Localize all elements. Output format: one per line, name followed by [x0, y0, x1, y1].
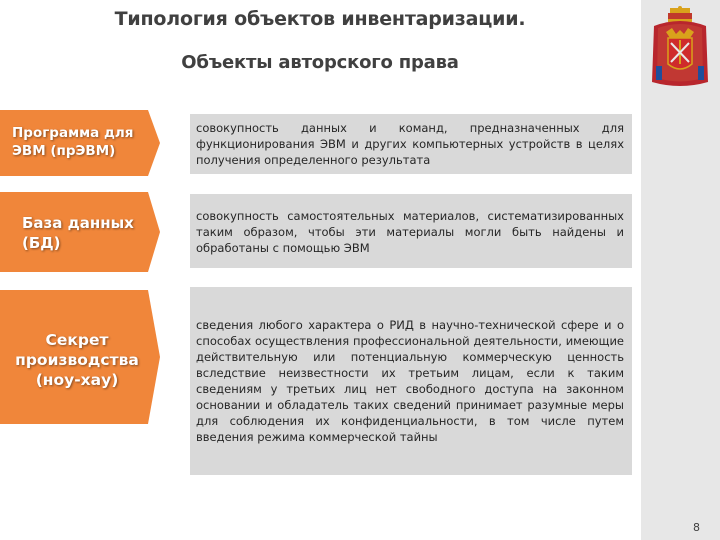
page-number: 8 [693, 521, 700, 534]
item-label-database: База данных (БД) [22, 214, 134, 252]
slide-title: Типология объектов инвентаризации. [114, 8, 526, 30]
slide-header [0, 0, 640, 92]
saint-petersburg-coat-of-arms-icon [648, 6, 712, 90]
description-text-database: совокупность самостоятельных материалов, систематизированных таким образом, чтобы эти материалы могли быть найдены и обработаны с помощью ЭВМ [196, 209, 624, 255]
item-label-know-how: Секрет производства (ноу-хау) [15, 331, 139, 390]
description-text-program: совокупность данных и команд, предназначенных для функционирования ЭВМ и других компьютерных устройств в целях получения определенного результата [196, 121, 624, 167]
item-label-program: Программа для ЭВМ (прЭВМ) [12, 125, 134, 159]
description-panel-program [190, 114, 632, 174]
description-panel-know-how [190, 287, 632, 475]
slide-subtitle: Объекты авторского права [181, 52, 459, 73]
description-text-know-how: сведения любого характера о РИД в научно-технической сфере и о способах осуществления профессиональной деятельности, имеющие действительную или потенциальную коммерческую ценность вследствие неизвестности их третьим лицам, если к таким сведениям у третьих лиц нет свободного доступа на законном основании и обладатель таких сведений принимает разумные меры для соблюдения их конфиденциальности, в том числе путем введения режима коммерческой тайны [196, 318, 624, 444]
description-panel-database [190, 194, 632, 268]
